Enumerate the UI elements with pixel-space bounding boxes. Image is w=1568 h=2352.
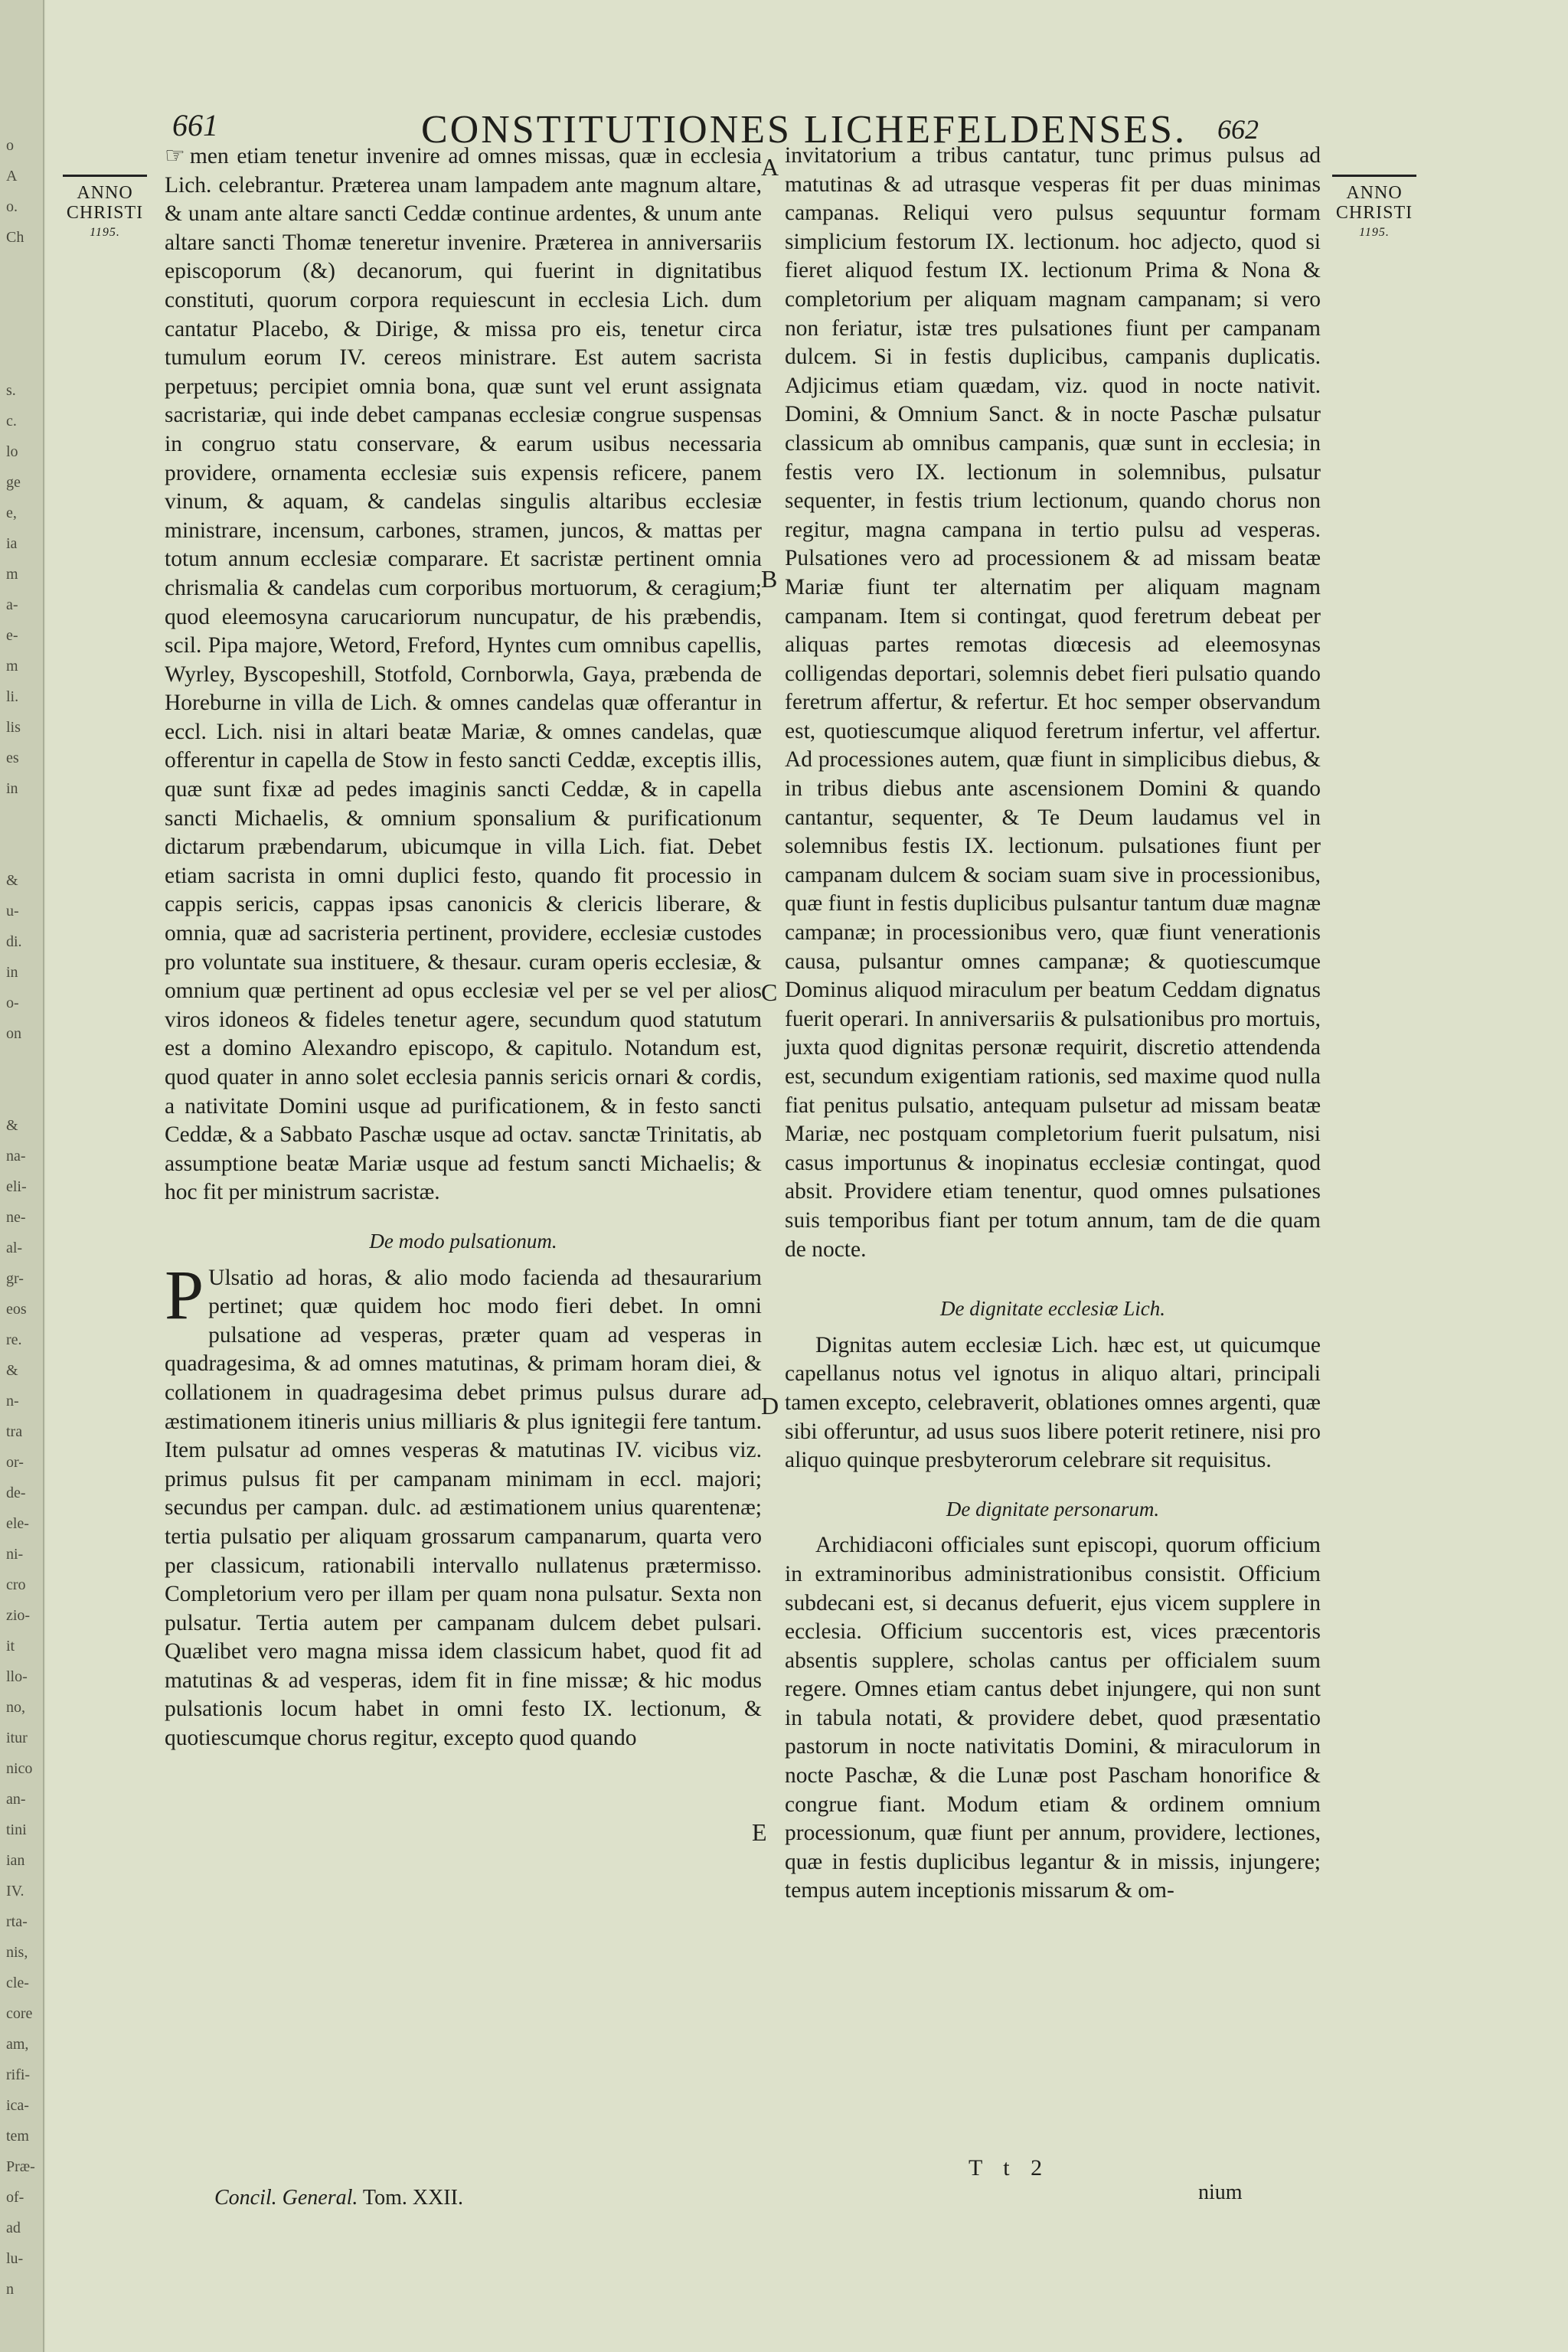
paragraph: Archidiaconi officiales sunt episcopi, quorum officium in extraminoribus administrationibus consistit. Officium subdecani est, si decanus defuerit, ejus vicem supplere in ecclesia. Officium succentoris est, vices præcentoris absentis supplere, scholas cantus per officialem suum regere. Omnes etiam cantus debet injungere, qui non sunt in tabula notati, & providere debet, quod præsentatio pastorum in nocte nativitatis Domini, & miraculorum in nocte Paschæ, & die Lunæ post Pascham honorifice & congrue fiant. Modum etiam & ordinem omnium processionum, quæ fiunt per annum, providere, lectiones, quæ in festis duplicibus legantur & in missis, injungere; tempus autem inceptionis missarum & om- [785,1533,1321,1903]
left-text-column [165,142,762,1753]
paragraph-text: Ulsatio ad horas, & alio modo facienda ad thesaurarium pertinet; quæ quidem hoc modo fieri debet. In omni pulsatione ad vesperas, præter quam ad vesperas in quadragesima, & ad omnes matutinas, & primam horam diei, & collationem in quadragesima debet primus pulsus durare ad æstimationem itineris unius milliaris & plus ignitegii fere tantum. Item pulsatur ad omnes vesperas & matutinas IV. vicibus viz. primus pulsus fit per campanam minimam in eccl. majori; secundus per campan. dulc. ad æstimationem unius quarentenæ; tertia pulsatio per aliquam grossarum campanarum, quarta vero per classicum, rationabili intervallo nullatenus prætermisso. Completorium vero per illam per quam nona pulsatur. Sexta non pulsatur. Tertia autem per campanam dulcem debet pulsari. Quælibet vero magna missa idem classicum habet, quod fit ad matutinas & ad vesperas, idem fit in fine missæ; & hic modus pulsationis locum habet in omni festo IX. lectionum, & quotiescumque chorus regitur, excepto quod quando [165,1265,762,1751]
catchword: nium [1198,2180,1243,2204]
section-heading: De modo pulsationum. [369,1229,557,1253]
footer-volume: Tom. XXII. [362,2186,463,2210]
margin-rule [63,175,147,177]
page-title: CONSTITUTIONES LICHEFELDENSES. [421,108,1187,152]
margin-christi: CHRISTI [1335,203,1413,223]
margin-year: 1195. [90,226,120,239]
footer-italic: Concil. General. [214,2186,358,2210]
margin-christi: CHRISTI [66,203,144,223]
margin-anno: ANNO [1346,183,1403,203]
book-page [46,0,1568,2352]
section-heading: De dignitate ecclesiæ Lich. [940,1297,1165,1321]
paragraph [165,142,762,1207]
section-letter-b: B [761,565,778,593]
right-text-column [785,142,1321,1906]
margin-note-right [1332,175,1416,243]
adjacent-page-text: o A o. Ch s. c. lo ge e, ia m a- e- m li. lis es in & u- di. in o- on & na- eli- ne- al- gr- eos re. & n- tra or- de- ele- ni- cro zio- it llo- no, itur nico an- tini ian IV. rta- nis, cle- core am, rifi- ica- tem Præ- of- ad lu- n [6,137,35,2298]
pointing-hand-icon: ☞ [165,143,185,168]
paragraph: invitatorium a tribus cantatur, tunc primus pulsus ad matutinas & ad utrasque vesperas fit per duas minimas campanas. Reliqui vero pulsus sequuntur formam simplicium festorum IX. lectionum. hoc adjecto, quod si fieret aliquod festum IX. lectionum Prima & Nona & completorium per aliquam magnam campanam; si vero non feriatur, istæ tres pulsationes fiunt per campanam dulcem. Si in festis duplicibus, campanis duplicatis. Adjicimus etiam quædam, viz. quod in nocte nativit. Domini, & Omnium Sanct. & in nocte Paschæ pulsatur classicum ab omnibus campanis, quæ sunt in ecclesia; in festis vero IX. lectionum in solemnibus, pulsatur sequenter, in festis trium lectionum, quando chorus non regitur, magna campana in tertio pulsu ad vesperas. Pulsationes vero ad processionem & ad missam beatæ Mariæ fiunt ter alternatim per aliquam magnam campanam. Item si contingat, quod feretrum debeat per aliquas partes remotas diœcesis ad eleemosynas colligendas deportari, solemnis debet fieri pulsatio quando feretrum affertur, & refertur. Et hoc semper observandum est, quotiescumque aliquod feretrum infertur, vel affertur. Ad processiones autem, quæ fiunt in simplicibus diebus, & in tribus diebus ante ascensionem Domini & quando cantantur, sequenter, & Te Deum laudamus vel in solemnibus festis IX. lectionum. pulsationes fiunt per campanam dulcem & sociam suam sive in processionibus, quæ fiunt in festis duplicibus pulsantur tantum duæ magnæ campanæ; in processionibus vero, quæ fiunt venerationis causa, pulsantur omnes campanæ; & quotiescumque Dominus aliquod miraculum per beatum Ceddam dignatus fuerit operari. In anniversariis & pulsationibus pro mortuis, juxta quod dignitas personæ requirit, discretio attendenda est, secundum exigentiam rationis, sed maxime quod nulla fiat penitus pulsatio, antequam pulsetur ad missam beatæ Mariæ, nec postquam completorium fuerit pulsatum, nisi casus importunus & inopinatus ecclesiæ contingat, quod absit. Providere etiam tenentur, quod omnes pulsationes suis temporibus fiant per totum annum, tam de die quam de nocte. [785,143,1321,1262]
section-letter-a: A [761,153,779,181]
section-letter-d: D [761,1392,779,1419]
paragraph: Dignitas autem ecclesiæ Lich. hæc est, ut quicumque capellanus notus vel ignotus in aliquo altari, principali tamen excepto, celebraverit, oblationes omnes argenti, quæ sibi offeruntur, ad usus suos libere poterit retinere, nisi pro aliquo quinque presbyterorum celebrare sit requisitus. [785,1332,1321,1473]
margin-rule [1332,175,1416,177]
page-number-left: 661 [172,108,218,142]
section-heading: De dignitate personarum. [946,1497,1160,1521]
section-letter-c: C [761,978,778,1006]
margin-note-left [63,175,147,243]
paragraph [165,1255,762,1753]
section-letter-e: E [752,1818,767,1846]
margin-year: 1195. [1359,226,1390,239]
signature-mark: T t 2 [969,2155,1050,2180]
drop-cap: P [165,1255,204,1334]
adjacent-page-edge [0,0,44,2352]
paragraph-text: men etiam tenetur invenire ad omnes missas, quæ in ecclesia Lich. celebrantur. Præterea unam lampadem ante magnum altare, & unam ante altare sancti Ceddæ continue ardentes, & unum ante altare sancti Thomæ teneretur invenire. Præterea in anniversariis episcoporum (&) decanorum, qui fuerint in dignitatibus constituti, quorum corpora requiescunt in ecclesia Lich. dum cantatur Placebo, & Dirige, & missa pro eis, tenetur circa tumulum eorum IV. cereos ministrare. Est autem sacrista perpetuus; percipiet omnia bona, quæ sunt vel erunt assignata sacristariæ, qui inde debet campanas ecclesiæ congrue suspensas in congruo statu conservare, & earum usibus necessaria providere, ornamenta ecclesiæ suis expensis reficere, panem vinum, & aquam, & candelas singulis altaribus ecclesiæ ministrare, incensum, carbones, stramen, juncos, & mattas per totum annum ecclesiæ comparare. Et sacristæ pertinent omnia chrismalia & candelas cum corporibus mortuorum, & ceragium; quod eleemosyna carucariorum nuncupatur, de his præbendis, scil. Pipa majore, Wetord, Freford, Hyntes cum omnibus capellis, Wyrley, Byscopeshill, Stotfold, Cornborwla, Gaya, præbenda de Horeburne in villa de Lich. & omnes candelas quæ offerantur in eccl. Lich. nisi in altari beatæ Mariæ, & omnes candelas, quæ offerentur in capella de Stow in festo sancti Ceddæ, exceptis illis, quæ sunt fixæ ad pedes imaginis sancti Ceddæ, & in capella sancti Michaelis, & omnium sponsalium & purificationum dictarum præbendarum, ubicumque in villa Lich. fiat. Debet etiam sacrista in omni duplici festo, quando fit processio in cappis sericis, cappas ipsas canonicis & clericis liberare, & omnia, quæ ad sacristeria pertinent, providere, ecclesiæ custodes pro voluntate sua instituere, & thesaur. curam operis ecclesiæ, & omnium quæ pertinent ad opus ecclesiæ vel per se vel per alios viros idoneos & fideles tenetur agere, secundum quod statutum est a domino Alexandro episcopo, & capitulo. Notandum est, quod quater in anno solet ecclesia pannis sericis ornari & cordis, a nativitate Domini usque ad purificationem, & in festo sancti Ceddæ, & a Sabbato Paschæ usque ad octav. sanctæ Trinitatis, ab assumptione beatæ Mariæ usque ad festum sancti Michaelis; & hoc fit per ministrum sacristæ. [165,144,762,1205]
footer-reference [214,2186,463,2210]
page-number-right: 662 [1217,114,1259,145]
margin-anno: ANNO [77,183,133,203]
